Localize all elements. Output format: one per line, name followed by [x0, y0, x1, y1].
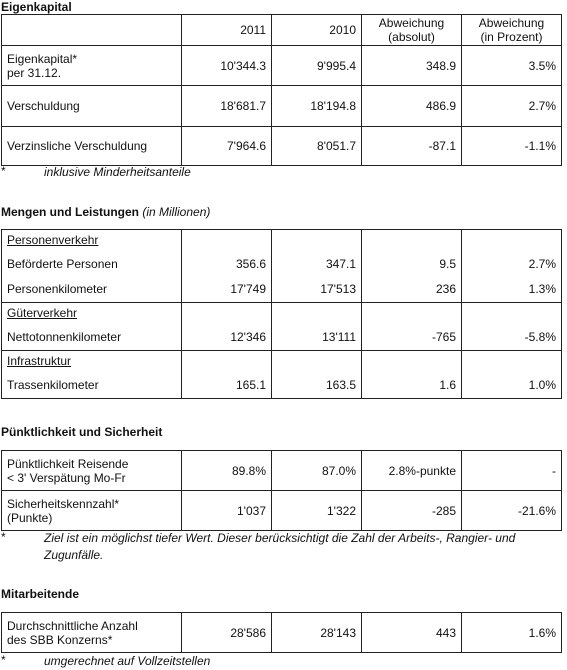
- table-row: [2, 277, 562, 303]
- footnote-marker: *: [1, 530, 6, 544]
- table-row: [2, 372, 562, 399]
- cell-abweichung-prozent: 1.3%: [462, 277, 562, 303]
- cell-abweichung-absolut: 1.6: [362, 372, 462, 399]
- header-cell-empty: [2, 15, 182, 46]
- section-title-unit: (in Millionen): [142, 205, 211, 219]
- section-title-puenktlichkeit: Pünktlichkeit und Sicherheit: [1, 425, 163, 439]
- row-label: Verschuldung: [2, 86, 182, 127]
- table-row: [2, 491, 562, 531]
- cell-abweichung-prozent: -: [462, 451, 562, 491]
- row-label: Pünktlichkeit Reisende < 3' Verspätung Mo-Fr: [2, 451, 182, 491]
- footnote-marker: *: [1, 653, 6, 667]
- table-row: [2, 86, 562, 127]
- row-label: Nettotonnenkilometer: [2, 324, 182, 351]
- row-label: Durchschnittliche Anzahl des SBB Konzerns*: [2, 613, 182, 653]
- cell-2010: 9'995.4: [272, 46, 362, 86]
- header-cell-2010: 2010: [272, 15, 362, 46]
- group-heading-personenverkehr: Personenverkehr: [2, 230, 182, 251]
- cell-abweichung-absolut: 236: [362, 277, 462, 303]
- cell-abweichung-absolut: 9.5: [362, 251, 462, 277]
- cell-abweichung-absolut: -765: [362, 324, 462, 351]
- cell-2011: 12'346: [182, 324, 272, 351]
- table-mitarbeitende: [1, 612, 562, 653]
- cell-2011: 165.1: [182, 372, 272, 399]
- row-label: Sicherheitskennzahl* (Punkte): [2, 491, 182, 531]
- cell-2011: 7'964.6: [182, 127, 272, 166]
- cell-abweichung-prozent: 1.0%: [462, 372, 562, 399]
- section-title-mengen: [1, 205, 210, 219]
- footnote-text: Ziel ist ein möglichst tiefer Wert. Dieser berücksichtigt die Zahl der Arbeits-, Rangier- und Zugunfälle.: [44, 531, 516, 562]
- cell-2010: 28'143: [272, 613, 362, 653]
- footnote-text: umgerechnet auf Vollzeitstellen: [44, 654, 211, 668]
- header-cell-2011: 2011: [182, 15, 272, 46]
- table-row: [2, 324, 562, 351]
- row-label: Trassenkilometer: [2, 372, 182, 399]
- cell-2011: 28'586: [182, 613, 272, 653]
- group-heading-row: [2, 230, 562, 251]
- cell-2011: 17'749: [182, 277, 272, 303]
- table-row: [2, 251, 562, 277]
- cell-2010: 8'051.7: [272, 127, 362, 166]
- cell-2010: 163.5: [272, 372, 362, 399]
- cell-2011: 10'344.3: [182, 46, 272, 86]
- cell-abweichung-prozent: -1.1%: [462, 127, 562, 166]
- cell-abweichung-prozent: 2.7%: [462, 86, 562, 127]
- section-title-eigenkapital: Eigenkapital: [1, 0, 72, 14]
- row-label: Verzinsliche Verschuldung: [2, 127, 182, 166]
- cell-abweichung-prozent: 3.5%: [462, 46, 562, 86]
- group-heading-row: [2, 351, 562, 372]
- cell-2010: 87.0%: [272, 451, 362, 491]
- cell-abweichung-prozent: 2.7%: [462, 251, 562, 277]
- section-title-mitarbeitende: Mitarbeitende: [1, 587, 80, 601]
- table-row: [2, 613, 562, 653]
- table-row: [2, 127, 562, 166]
- cell-abweichung-absolut: 443: [362, 613, 462, 653]
- cell-abweichung-absolut: -285: [362, 491, 462, 531]
- cell-2010: 1'322: [272, 491, 362, 531]
- footnote-marker: *: [1, 164, 6, 178]
- group-heading-infrastruktur: Infrastruktur: [2, 351, 182, 372]
- cell-2011: 18'681.7: [182, 86, 272, 127]
- section-title-text: Mengen und Leistungen: [1, 205, 139, 219]
- header-cell-abweichung-absolut: Abweichung (absolut): [362, 15, 462, 46]
- cell-2011: 1'037: [182, 491, 272, 531]
- row-label: Eigenkapital* per 31.12.: [2, 46, 182, 86]
- cell-2010: 18'194.8: [272, 86, 362, 127]
- row-label: Personenkilometer: [2, 277, 182, 303]
- row-label: Beförderte Personen: [2, 251, 182, 277]
- cell-abweichung-absolut: 2.8%-punkte: [362, 451, 462, 491]
- cell-abweichung-absolut: 348.9: [362, 46, 462, 86]
- header-cell-abweichung-prozent: Abweichung (in Prozent): [462, 15, 562, 46]
- cell-2010: 347.1: [272, 251, 362, 277]
- cell-2011: 89.8%: [182, 451, 272, 491]
- cell-abweichung-prozent: -5.8%: [462, 324, 562, 351]
- table-header-row: [2, 15, 562, 46]
- table-row: [2, 46, 562, 86]
- table-puenktlichkeit: [1, 450, 562, 531]
- cell-abweichung-prozent: -21.6%: [462, 491, 562, 531]
- table-row: [2, 451, 562, 491]
- cell-2011: 356.6: [182, 251, 272, 277]
- group-heading-gueterverkehr: Güterverkehr: [2, 303, 182, 324]
- cell-2010: 17'513: [272, 277, 362, 303]
- group-heading-row: [2, 303, 562, 324]
- table-eigenkapital: [1, 14, 562, 166]
- cell-abweichung-absolut: -87.1: [362, 127, 462, 166]
- footnote-text: inklusive Minderheitsanteile: [44, 165, 191, 179]
- cell-2010: 13'111: [272, 324, 362, 351]
- cell-abweichung-absolut: 486.9: [362, 86, 462, 127]
- table-mengen: [1, 229, 562, 399]
- cell-abweichung-prozent: 1.6%: [462, 613, 562, 653]
